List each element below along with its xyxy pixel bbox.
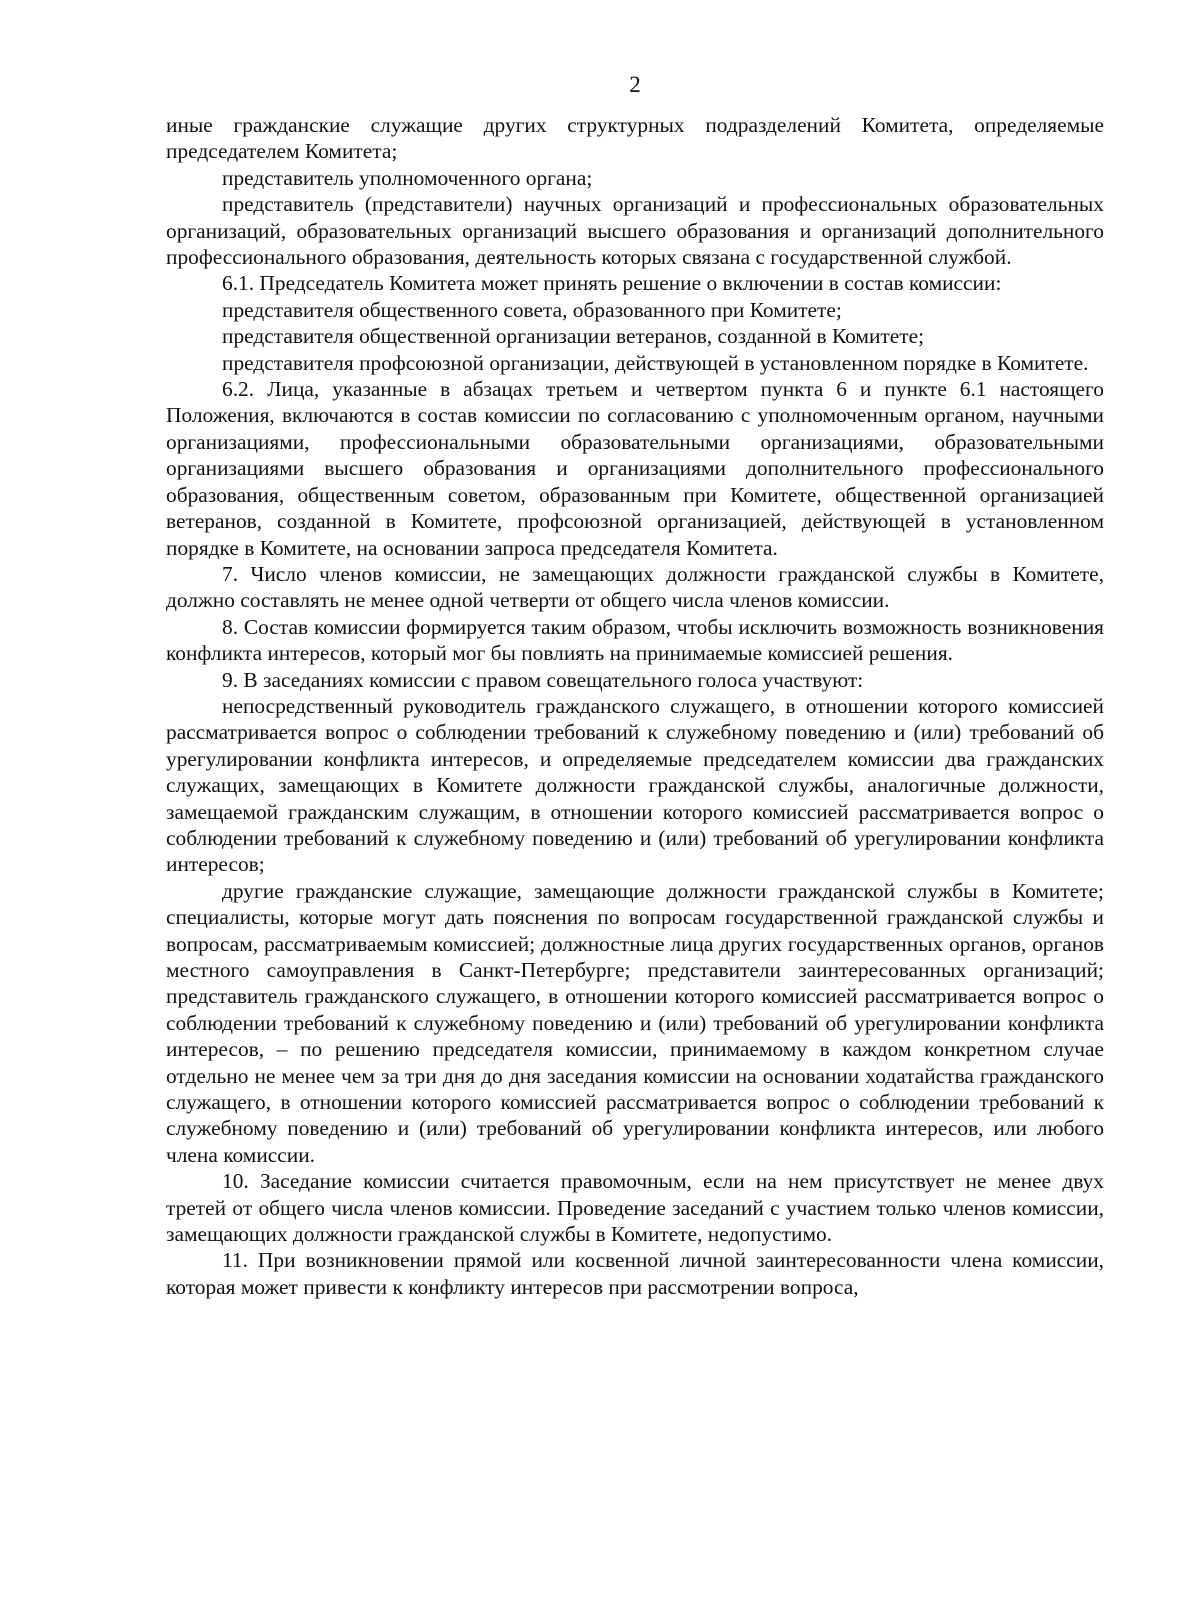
paragraph: представителя общественной организации ветеранов, созданной в Комитете; xyxy=(222,324,925,349)
paragraph: 8. Состав комиссии формируется таким образом, чтобы исключить возможность возникновения конфликта интересов, который мог бы повлиять на принимаемые комиссией решения. xyxy=(166,614,1104,666)
document-body xyxy=(166,112,1104,1300)
paragraph: представитель (представители) научных организаций и профессиональных образовательных организаций, образовательных организаций высшего образования и организаций дополнительного профессионального образования, деятельность которых связана с государственной службой. xyxy=(166,192,1104,270)
paragraph: 7. Число членов комиссии, не замещающих должности гражданской службы в Комитете, должно составлять не менее одной четверти от общего числа членов комиссии. xyxy=(166,561,1104,613)
paragraph: 6.2. Лица, указанные в абзацах третьем и четвертом пункта 6 и пункте 6.1 настоящего Положения, включаются в состав комиссии по согласованию с уполномоченным органом, научными организациями, профессиональными образовательными организациями, образовательными организациями высшего образования и организациями дополнительного профессионального образования, общественным советом, образованным при Комитете, общественной организацией ветеранов, созданной в Комитете, профсоюзной организацией, действующей в установленном порядке в Комитете, на основании запроса председателя Комитета. xyxy=(166,377,1104,560)
paragraph: представитель уполномоченного органа; xyxy=(222,165,593,190)
paragraph: 10. Заседание комиссии считается правомочным, если на нем присутствует не менее двух третей от общего числа членов комиссии. Проведение заседаний с участием только членов комиссии, замещающих должности гражданской службы в Комитете, недопустимо. xyxy=(166,1169,1104,1247)
paragraph: представителя общественного совета, образованного при Комитете; xyxy=(222,297,842,322)
paragraph: 9. В заседаниях комиссии с правом совещательного голоса участвуют: xyxy=(222,667,864,692)
page-number: 2 xyxy=(629,72,641,97)
paragraph: другие гражданские служащие, замещающие должности гражданской службы в Комитете; специалисты, которые могут дать пояснения по вопросам государственной гражданской службы и вопросам, рассматриваемым комиссией; должностные лица других государственных органов, органов местного самоуправления в Санкт-Петербурге; представители заинтересованных организаций; представитель гражданского служащего, в отношении которого комиссией рассматривается вопрос о соблюдении требований к служебному поведению и (или) требований об урегулировании конфликта интересов, – по решению председателя комиссии, принимаемому в каждом конкретном случае отдельно не менее чем за три дня до дня заседания комиссии на основании ходатайства гражданского служащего, в отношении которого комиссией рассматривается вопрос о соблюдении требований к служебному поведению и (или) требований об урегулировании конфликта интересов, или любого члена комиссии. xyxy=(166,878,1104,1167)
paragraph: иные гражданские служащие других структурных подразделений Комитета, определяемые председателем Комитета; xyxy=(166,113,1104,164)
paragraph: представителя профсоюзной организации, действующей в установленном порядке в Комитете. xyxy=(222,350,1089,375)
paragraph: 11. При возникновении прямой или косвенной личной заинтересованности члена комиссии, которая может привести к конфликту интересов при рассмотрении вопроса, xyxy=(166,1248,1104,1299)
paragraph: непосредственный руководитель гражданского служащего, в отношении которого комиссией рассматривается вопрос о соблюдении требований к служебному поведению и (или) требований об урегулировании конфликта интересов, и определяемые председателем комиссии два гражданских служащих, замещающих в Комитете должности гражданской службы, аналогичные должности, замещаемой гражданским служащим, в отношении которого комиссией рассматривается вопрос о соблюдении требований к служебному поведению и (или) требований об урегулировании конфликта интересов; xyxy=(166,693,1104,877)
paragraph: 6.1. Председатель Комитета может принять решение о включении в состав комиссии: xyxy=(222,271,1002,296)
